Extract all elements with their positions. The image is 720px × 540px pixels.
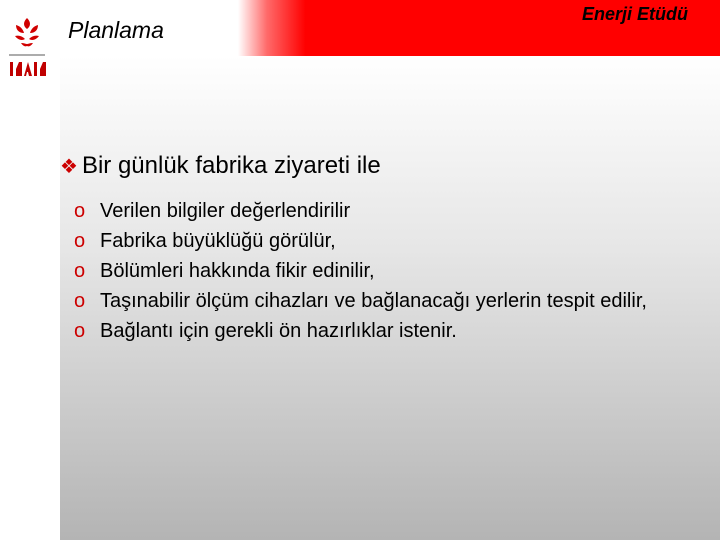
header — [60, 0, 720, 56]
diamond-bullet-icon: ❖ — [60, 156, 78, 178]
circle-bullet-icon: o — [74, 200, 86, 222]
list-item: o Taşınabilir ölçüm cihazları ve bağlanacağı yerlerin tespit edilir, — [74, 286, 694, 316]
circle-bullet-icon: o — [74, 320, 86, 342]
sub-bullet-list — [74, 196, 694, 346]
slide-title: Planlama — [68, 17, 164, 43]
list-item: o Bölümleri hakkında fikir edinilir, — [74, 256, 694, 286]
main-bullet-text: Bir günlük fabrika ziyareti ile — [81, 152, 381, 179]
header-right-text: Enerji Etüdü — [582, 4, 689, 24]
list-item: o Bağlantı için gerekli ön hazırlıklar istenir. — [74, 316, 694, 346]
list-item: o Fabrika büyüklüğü görülür, — [74, 226, 694, 256]
logo-column — [0, 0, 60, 540]
tubitak-mam-logo — [4, 12, 50, 92]
list-item: o Verilen bilgiler değerlendirilir — [74, 196, 694, 226]
circle-bullet-icon: o — [74, 290, 86, 312]
circle-bullet-icon: o — [74, 260, 86, 282]
circle-bullet-icon: o — [74, 230, 86, 252]
slide-content — [60, 56, 720, 540]
main-bullet — [60, 152, 381, 180]
